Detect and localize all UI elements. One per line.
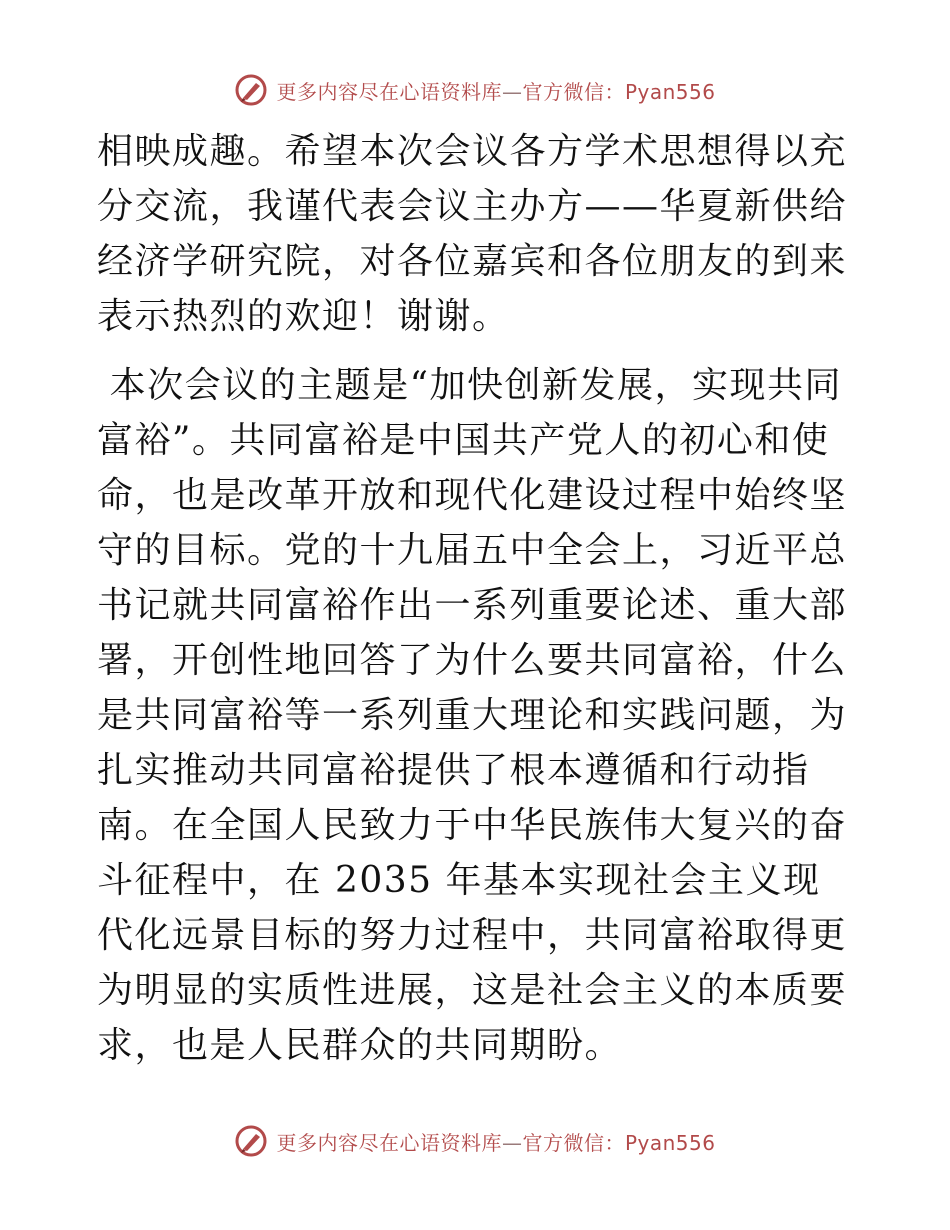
watermark-separator: —: [501, 1130, 523, 1155]
pen-logo-icon: [234, 1124, 268, 1158]
footer-watermark: [0, 1121, 950, 1161]
pen-logo-icon: [234, 73, 268, 107]
watermark-wechat: 官方微信：Pyan556: [522, 1130, 716, 1155]
watermark-brand: 更多内容尽在心语资料库: [276, 1130, 502, 1155]
watermark-brand: 更多内容尽在心语资料库: [276, 79, 502, 104]
watermark-separator: —: [501, 79, 523, 104]
paragraph-1: 相映成趣。希望本次会议各方学术思想得以充分交流，我谨代表会议主办方——华夏新供给经济学研究院，对各位嘉宾和各位朋友的到来表示热烈的欢迎！谢谢。: [97, 131, 848, 337]
document-body: [97, 124, 857, 1073]
watermark-wechat: 官方微信：Pyan556: [522, 79, 716, 104]
watermark-text: [276, 76, 715, 105]
header-watermark: [0, 70, 950, 110]
paragraph-2: 本次会议的主题是“加快创新发展，实现共同富裕”。共同富裕是中国共产党人的初心和使命，也是改革开放和现代化建设过程中始终坚守的目标。党的十九届五中全会上，习近平总书记就共同富裕作出一系列重要论述、重大部署，开创性地回答了为什么要共同富裕，什么是共同富裕等一系列重大理论和实践问题，为扎实推动共同富裕提供了根本遵循和行动指南。在全国人民致力于中华民族伟大复兴的奋斗征程中，在 2035 年基本实现社会主义现代化远景目标的努力过程中，共同富裕取得更为明显的实质性进展，这是社会主义的本质要求，也是人民群众的共同期盼。: [97, 365, 848, 1066]
watermark-text: [276, 1127, 715, 1156]
